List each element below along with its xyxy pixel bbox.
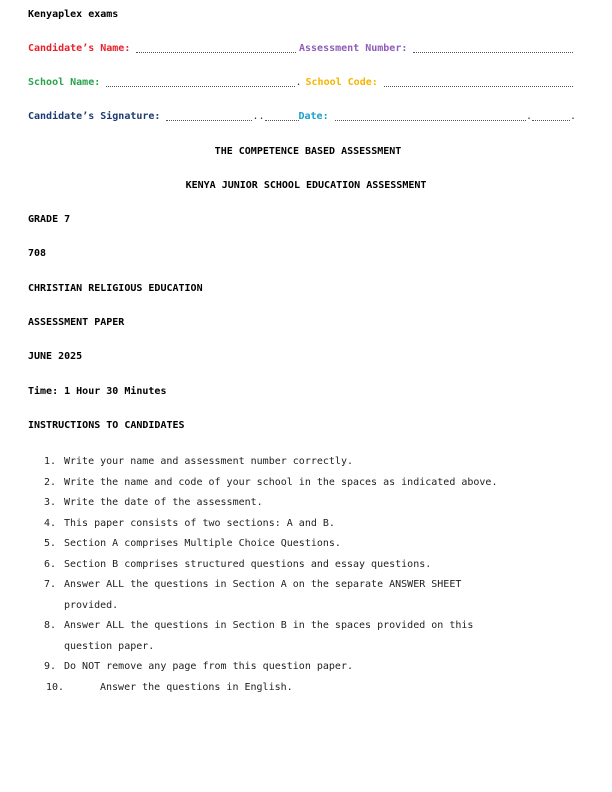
paper-type: ASSESSMENT PAPER (28, 317, 125, 328)
list-item (28, 575, 598, 616)
grade-label: GRADE 7 (28, 214, 71, 225)
instructions-heading: INSTRUCTIONS TO CANDIDATES (28, 420, 185, 431)
signature-separator: .. (252, 111, 265, 122)
school-code-label: School Code: (305, 77, 378, 88)
list-item (28, 514, 598, 535)
list-item (28, 534, 598, 555)
item-text: Section B comprises structured questions and essay questions. (64, 558, 432, 570)
date-terminator: . (569, 111, 576, 122)
list-item (28, 493, 598, 514)
item-text-continuation: question paper. (64, 640, 155, 652)
publisher-name: Kenyaplex exams (28, 9, 119, 20)
candidate-name-label: Candidate’s Name: (28, 43, 131, 54)
exam-title: KENYA JUNIOR SCHOOL EDUCATION ASSESSMENT (185, 180, 427, 191)
time-allowed: Time: 1 Hour 30 Minutes (28, 386, 167, 397)
item-text: This paper consists of two sections: A and B. (64, 517, 335, 529)
signature-field[interactable] (166, 111, 252, 121)
list-item (28, 678, 598, 699)
item-text: Answer ALL the questions in Section A on the separate ANSWER SHEET (64, 579, 462, 590)
signature-field-extension[interactable] (265, 111, 299, 121)
school-name-field[interactable] (106, 77, 295, 87)
item-number: 7. (44, 579, 57, 590)
assessment-number-label: Assessment Number: (299, 43, 408, 54)
candidate-name-row (28, 43, 576, 55)
item-text: Answer the questions in English. (100, 681, 293, 693)
item-number: 9. (44, 661, 57, 672)
item-number: 1. (44, 456, 57, 467)
item-text: Write your name and assessment number correctly. (64, 456, 353, 467)
signature-label: Candidate’s Signature: (28, 111, 161, 122)
item-number: 6. (44, 558, 57, 570)
school-name-label: School Name: (28, 77, 101, 88)
instructions-list (28, 452, 598, 698)
date-field[interactable] (335, 111, 526, 121)
list-item (28, 452, 598, 473)
list-item (28, 473, 598, 494)
date-label: Date: (298, 111, 329, 122)
school-name-terminator: . (295, 77, 302, 88)
item-number: 4. (44, 517, 57, 529)
list-item (28, 657, 598, 678)
candidate-name-field[interactable] (136, 43, 296, 53)
item-text-continuation: provided. (64, 599, 119, 611)
date-separator: . (525, 111, 532, 122)
item-number: 5. (44, 538, 57, 549)
list-item (28, 616, 598, 657)
school-code-field[interactable] (384, 77, 573, 87)
item-text: Answer ALL the questions in Section B in the spaces provided on this (64, 620, 474, 631)
item-number: 2. (44, 476, 57, 488)
exam-session: JUNE 2025 (28, 351, 83, 362)
subject-title: CHRISTIAN RELIGIOUS EDUCATION (28, 283, 203, 294)
date-field-extension[interactable] (532, 111, 570, 121)
paper-code: 708 (28, 248, 47, 259)
item-text: Section A comprises Multiple Choice Questions. (64, 538, 341, 549)
list-item (28, 555, 598, 576)
item-text: Write the name and code of your school in the spaces as indicated above. (64, 476, 498, 488)
assessment-number-field[interactable] (413, 43, 573, 53)
assessment-title: THE COMPETENCE BASED ASSESSMENT (214, 146, 402, 157)
item-number: 8. (44, 620, 57, 631)
item-number: 10. (46, 681, 65, 693)
item-text: Write the date of the assessment. (64, 497, 263, 508)
signature-row (28, 111, 576, 123)
item-text: Do NOT remove any page from this question paper. (64, 661, 353, 672)
school-row (28, 77, 576, 89)
item-number: 3. (44, 497, 57, 508)
